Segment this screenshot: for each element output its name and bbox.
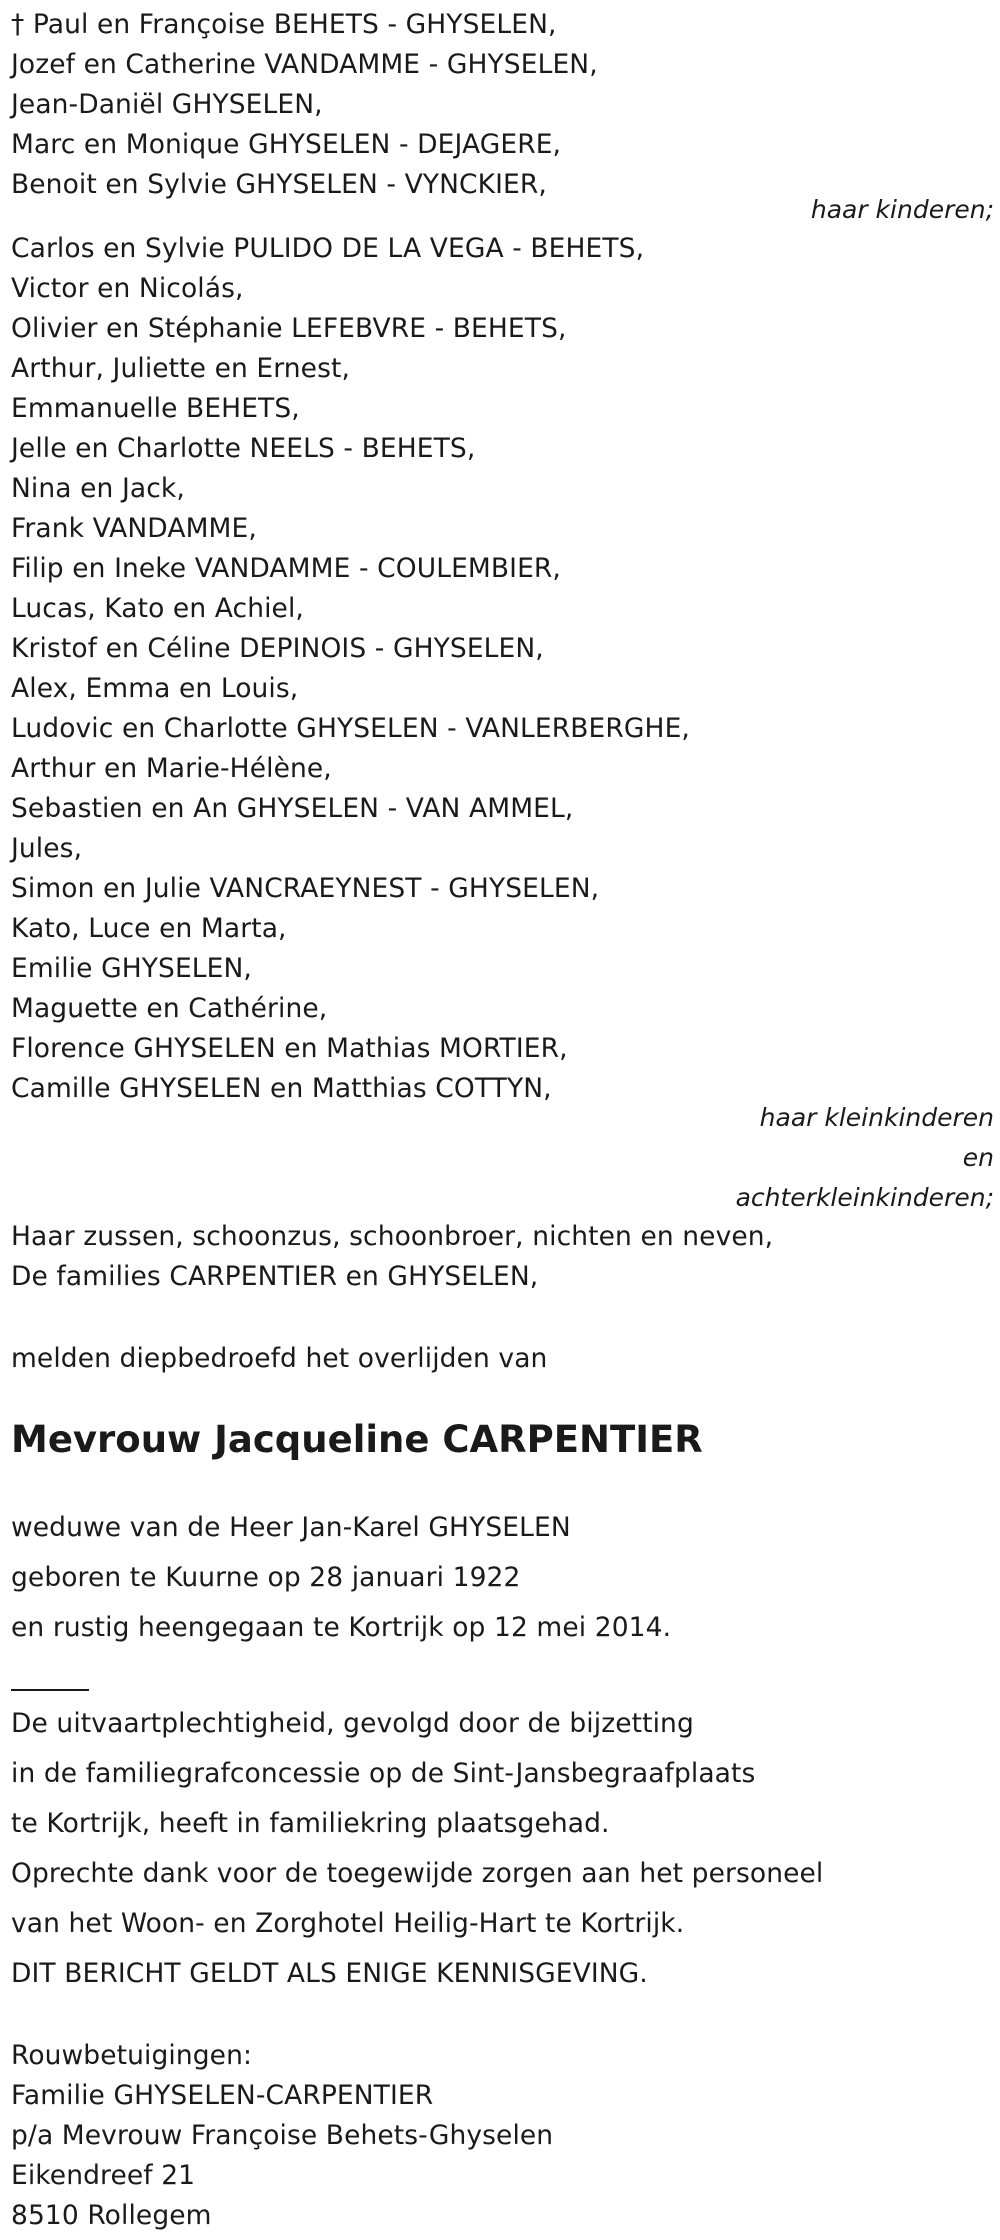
family-line: Arthur en Marie-Hélène, [11,753,332,784]
condolences-line: 8510 Rollegem [11,2200,212,2231]
family-line: Jelle en Charlotte NEELS - BEHETS, [11,433,476,464]
family-line: Arthur, Juliette en Ernest, [11,353,351,384]
condolences-line: Familie GHYSELEN-CARPENTIER [11,2080,434,2111]
family-line: Kristof en Céline DEPINOIS - GHYSELEN, [11,633,544,664]
detail-line: en rustig heengegaan te Kortrijk op 12 mei 2014. [11,1612,672,1643]
family-line: Simon en Julie VANCRAEYNEST - GHYSELEN, [11,873,600,904]
family-line: Olivier en Stéphanie LEFEBVRE - BEHETS, [11,313,567,344]
family-line: Ludovic en Charlotte GHYSELEN - VANLERBERGHE, [11,713,690,744]
grandchildren-label: achterkleinkinderen; [735,1183,994,1212]
family-line: Florence GHYSELEN en Mathias MORTIER, [11,1033,568,1064]
family-line: Jules, [11,833,83,864]
detail-line: weduwe van de Heer Jan-Karel GHYSELEN [11,1512,571,1543]
family-line: Emmanuelle BEHETS, [11,393,300,424]
family-line: Benoit en Sylvie GHYSELEN - VYNCKIER, [11,169,547,200]
family-line: Camille GHYSELEN en Matthias COTTYN, [11,1073,552,1104]
family-line: Haar zussen, schoonzus, schoonbroer, nichten en neven, [11,1221,774,1252]
funeral-line: De uitvaartplechtigheid, gevolgd door de bijzetting [11,1708,694,1739]
funeral-line: in de familiegrafconcessie op de Sint-Jansbegraafplaats [11,1758,756,1789]
family-line: Emilie GHYSELEN, [11,953,252,984]
funeral-line: DIT BERICHT GELDT ALS ENIGE KENNISGEVING. [11,1958,648,1989]
condolences-line: Eikendreef 21 [11,2160,196,2191]
family-line: Jozef en Catherine VANDAMME - GHYSELEN, [11,49,598,80]
condolences-heading: Rouwbetuigingen: [11,2040,253,2071]
family-line: Filip en Ineke VANDAMME - COULEMBIER, [11,553,561,584]
separator-line [11,1689,89,1691]
family-line: Sebastien en An GHYSELEN - VAN AMMEL, [11,793,574,824]
family-line: Kato, Luce en Marta, [11,913,287,944]
family-line: Alex, Emma en Louis, [11,673,299,704]
funeral-line: te Kortrijk, heeft in familiekring plaatsgehad. [11,1808,610,1839]
announcement-text: melden diepbedroefd het overlijden van [11,1343,548,1374]
family-line: De families CARPENTIER en GHYSELEN, [11,1261,539,1292]
funeral-line: Oprechte dank voor de toegewijde zorgen aan het personeel [11,1858,824,1889]
funeral-line: van het Woon- en Zorghotel Heilig-Hart te Kortrijk. [11,1908,685,1939]
condolences-line: p/a Mevrouw Françoise Behets-Ghyselen [11,2120,554,2151]
family-line: Maguette en Cathérine, [11,993,328,1024]
family-line: † Paul en Françoise BEHETS - GHYSELEN, [11,9,557,40]
family-line: Nina en Jack, [11,473,185,504]
family-line: Frank VANDAMME, [11,513,257,544]
family-line: Victor en Nicolás, [11,273,244,304]
family-line: Marc en Monique GHYSELEN - DEJAGERE, [11,129,562,160]
detail-line: geboren te Kuurne op 28 januari 1922 [11,1562,521,1593]
grandchildren-label: haar kleinkinderen [759,1103,994,1132]
family-line: Carlos en Sylvie PULIDO DE LA VEGA - BEHETS, [11,233,645,264]
children-label: haar kinderen; [810,195,994,224]
family-line: Jean-Daniël GHYSELEN, [11,89,323,120]
grandchildren-label: en [962,1143,994,1172]
deceased-name: Mevrouw Jacqueline CARPENTIER [11,1418,703,1461]
family-line: Lucas, Kato en Achiel, [11,593,304,624]
